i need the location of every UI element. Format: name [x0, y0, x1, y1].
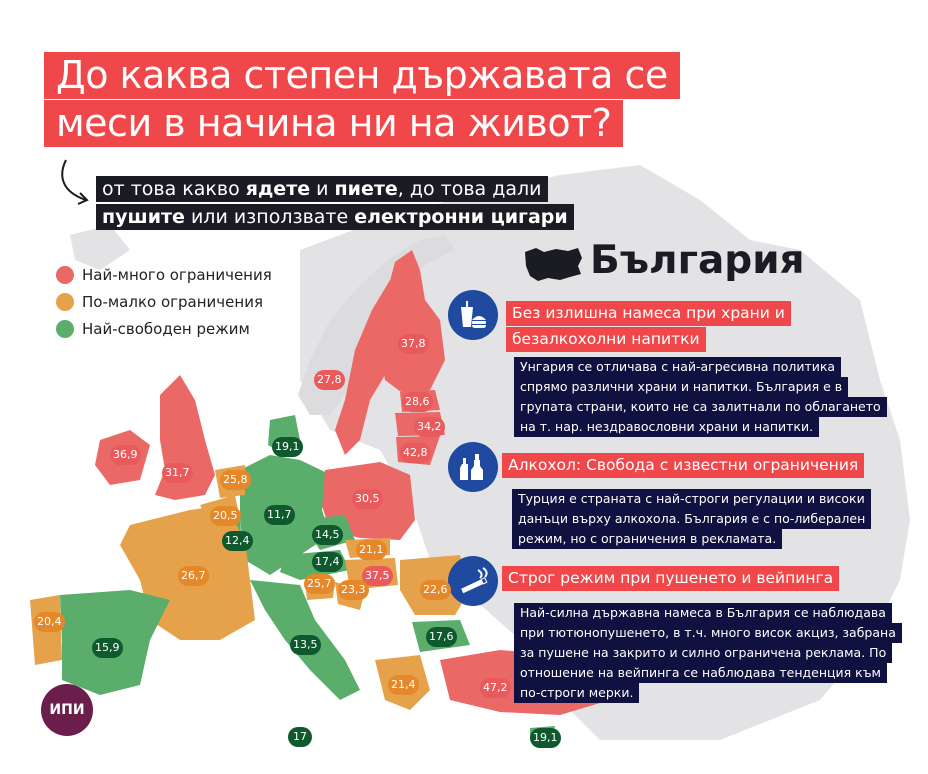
alcohol-text-line: режим, но с ограничения в рекламата. [512, 529, 782, 549]
subtitle-bold-eat: ядете [245, 178, 311, 200]
legend-dot-red [56, 266, 74, 284]
food-heading-line1: Без излишна намеса при храни и [506, 301, 791, 326]
smoking-heading: Строг режим при пушенето и вейпинга [502, 566, 839, 591]
food-icon [448, 290, 498, 340]
legend-label: Най-свободен режим [82, 320, 250, 338]
map-label-poland: 30,5 [352, 489, 383, 509]
legend-item-free [56, 318, 250, 340]
map-label-portugal: 20,4 [34, 612, 65, 632]
subtitle-text: и [310, 178, 335, 200]
map-label-luxembourg: 12,4 [222, 531, 253, 551]
map-label-finland: 37,8 [398, 334, 429, 354]
food-text-line: на т. нар. нездравословни храни и напитки. [514, 417, 819, 437]
map-label-romania: 22,6 [420, 580, 451, 600]
map-label-denmark: 19,1 [272, 437, 303, 457]
map-label-latvia: 34,2 [414, 417, 445, 437]
map-label-slovenia: 25,7 [304, 574, 335, 594]
legend-item-most [56, 264, 272, 286]
smoking-text-line: отношение на вейпинга се наблюдава тенденция към [514, 663, 887, 683]
map-label-estonia: 28,6 [402, 392, 433, 412]
subtitle-text: от това какво [102, 178, 246, 200]
alcohol-heading: Алкохол: Свобода с известни ограничения [502, 453, 864, 478]
map-label-netherlands: 25,8 [220, 470, 251, 490]
bulgaria-map-icon [522, 244, 584, 284]
map-label-uk: 31,7 [162, 463, 193, 483]
smoking-text-line: по-строги мерки. [514, 683, 639, 703]
subtitle-bold-drink: пиете [334, 178, 398, 200]
subtitle-text: , до това дали [397, 178, 542, 200]
alcohol-text-line: данъци върху алкохола. България е с по-либерален [512, 509, 871, 529]
map-label-bulgaria: 17,6 [426, 627, 457, 647]
map-label-germany: 11,7 [264, 505, 295, 525]
smoking-text-line: при тютюнопушенето, в т.ч. много висок акциз, забрана [514, 623, 902, 643]
map-label-slovakia: 21,1 [356, 540, 387, 560]
page-title-line1: До каква степен държавата се [44, 52, 680, 99]
smoking-text-line: за пушене на закрито и силно ограничена реклама. По [514, 643, 892, 663]
map-label-greece: 21,4 [388, 675, 419, 695]
map-label-malta: 17 [288, 727, 312, 747]
map-label-belgium: 20,5 [210, 506, 241, 526]
map-label-spain: 15,9 [92, 638, 123, 658]
page-title-line2: меси в начина ни на живот? [44, 100, 623, 147]
alcohol-text-line: Турция е страната с най-строги регулации и високи [512, 489, 871, 509]
country-title: България [590, 238, 805, 283]
legend-dot-orange [56, 293, 74, 311]
map-label-turkey: 47,2 [480, 678, 511, 698]
food-text-line: Унгария се отличава с най-агресивна политика [514, 357, 841, 377]
food-heading-line2: безалкохолни напитки [506, 327, 706, 352]
legend-dot-green [56, 320, 74, 338]
subtitle-bold-ecig: електронни цигари [354, 206, 568, 228]
legend-item-less [56, 291, 263, 313]
legend-label: Най-много ограничения [82, 266, 272, 284]
food-text-line: групата страни, които не са залитнали по облагането [514, 397, 887, 417]
map-label-cyprus: 19,1 [530, 728, 561, 748]
smoking-icon [448, 556, 498, 606]
map-label-lithuania: 42,8 [400, 443, 431, 463]
smoking-text-line: Най-силна държавна намеса в България се наблюдава [514, 603, 892, 623]
subtitle-bold-smoke: пушите [102, 206, 185, 228]
food-text-line: спрямо различни храни и напитки. България е в [514, 377, 848, 397]
subtitle-line2 [96, 204, 574, 230]
map-label-czechia: 14,5 [312, 525, 343, 545]
map-label-france: 26,7 [178, 566, 209, 586]
subtitle-line1 [96, 176, 548, 202]
alcohol-icon [448, 442, 498, 492]
map-label-hungary: 37,5 [362, 566, 393, 586]
map-label-croatia: 23,3 [338, 580, 369, 600]
map-label-ireland: 36,9 [110, 445, 141, 465]
curved-arrow-icon [56, 158, 96, 208]
map-label-sweden: 27,8 [314, 370, 345, 390]
map-label-italy: 13,5 [290, 635, 321, 655]
legend-label: По-малко ограничения [82, 293, 263, 311]
ipi-logo: ИПИ [41, 684, 93, 736]
map-label-austria: 17,4 [312, 552, 343, 572]
subtitle-text: или използвате [184, 206, 355, 228]
